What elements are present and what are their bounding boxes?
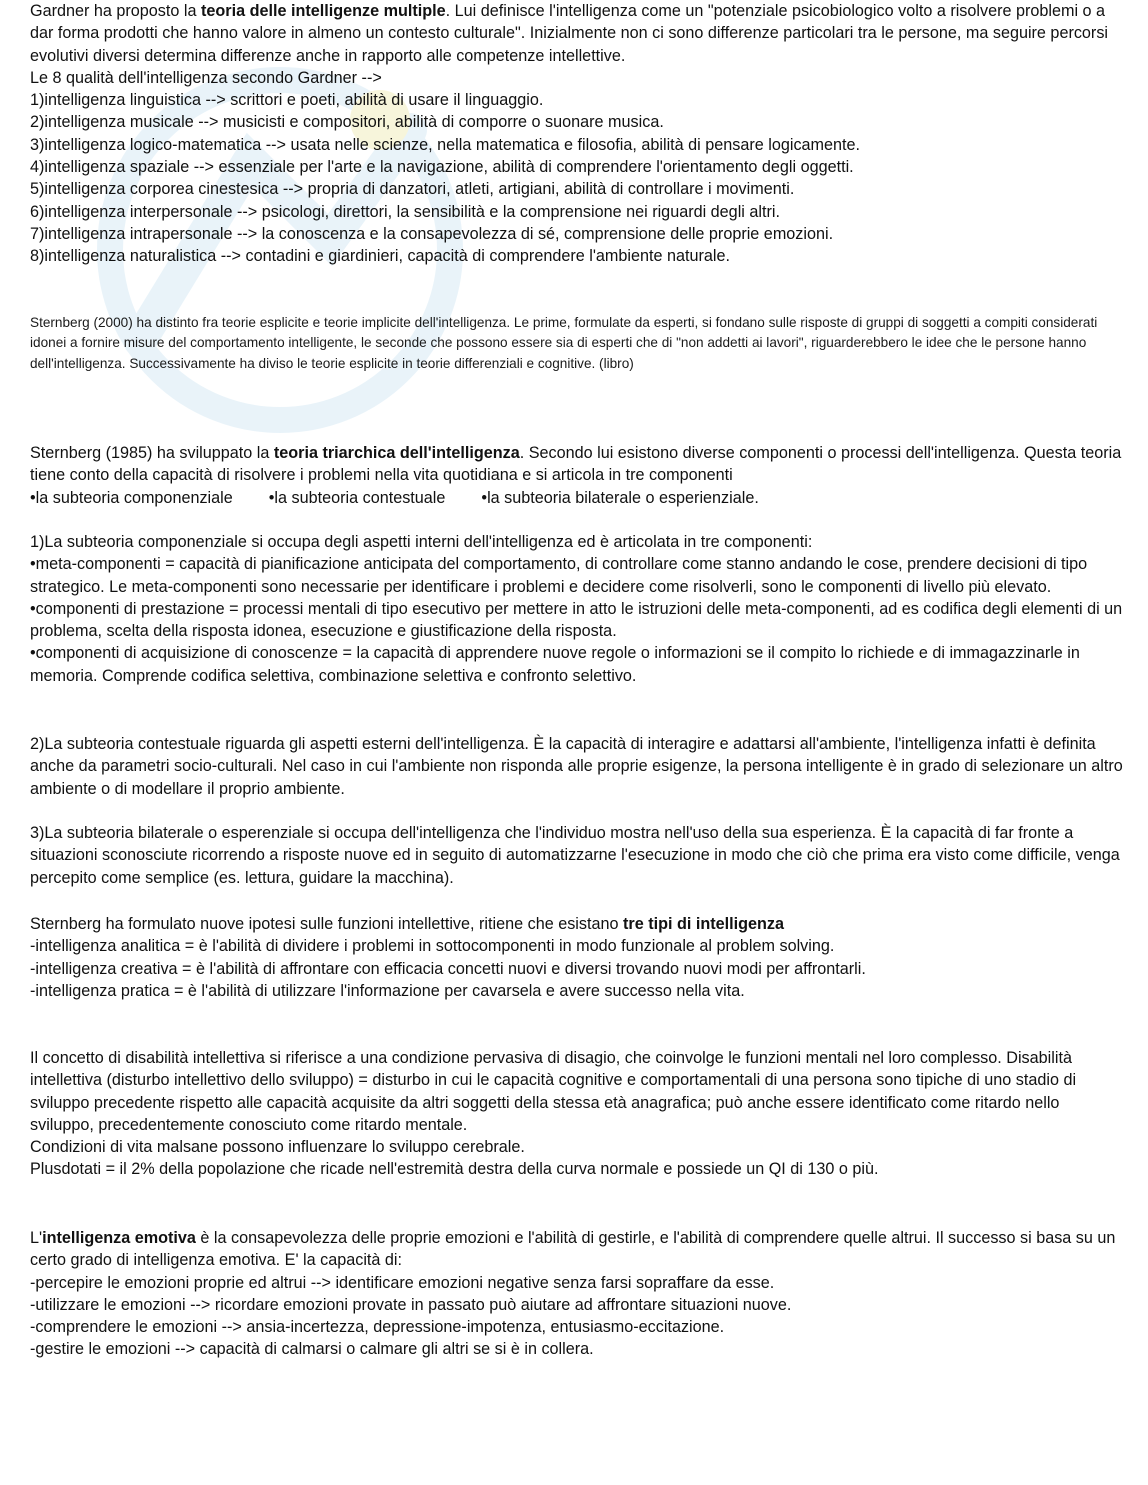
gifted-definition: Plusdotati = il 2% della popolazione che ricade nell'estremità destra della curva normale e possiede un QI di 130 o più. <box>30 1160 879 1179</box>
triarchic-intro: Sternberg (1985) ha sviluppato la teoria triarchica dell'intelligenza. Secondo lui esistono diverse componenti o processi dell'intelligenza. Questa teoria tiene conto della capacità di risolvere i problemi nella vita quotidiana e si articola in tre componenti <box>30 444 1122 485</box>
subtheory-3: 3)La subteoria bilaterale o esperenziale si occupa dell'intelligenza che l'individuo mostra nell'uso della sua esperienza. È la capacità di far fronte a situazioni sconosciute ricorrendo a risposte nuove ed in seguito di automatizzarne l'esecuzione in modo che ciò che prima era visto come difficile, venga percepito come semplice (es. lettura, guidare la macchina). <box>30 824 1120 887</box>
bullet-contestuale: •la subteoria contestuale <box>268 488 446 507</box>
gardner-item: 6)intelligenza interpersonale --> psicologi, direttori, la sensibilità e la comprensione nei riguardi degli altri. <box>30 202 780 221</box>
bullet-componenziale: •la subteoria componenziale <box>30 488 233 507</box>
emotional-item: -gestire le emozioni --> capacità di calmarsi o calmare gli altri se si è in collera. <box>30 1340 594 1359</box>
gardner-item: 4)intelligenza spaziale --> essenziale per l'arte e la navigazione, abilità di comprendere l'orientamento degli oggetti. <box>30 158 854 177</box>
emotional-item: -percepire le emozioni proprie ed altrui --> identificare emozioni negative senza farsi sopraffare da esse. <box>30 1273 775 1292</box>
gardner-intro: Gardner ha proposto la teoria delle intelligenze multiple. Lui definisce l'intelligenza come un "potenziale psicobiologico volto a risolvere problemi o a dar forma prodotti che hanno valore in almeno un contesto culturale". Inizialmente non ci sono differenze particolari tra le persone, ma seguire percorsi evolutivi diversi determina differenze anche in rapporto alle competenze intellettive. <box>30 2 1109 65</box>
emotional-intelligence-section <box>30 1227 1126 1361</box>
meta-components: •meta-componenti = capacità di pianificazione anticipata del comportamento, di controllare come stanno andando le cose, prendere decisioni di tipo strategico. Le meta-componenti sono necessarie per identificare i problemi e decidere come risolverli, sono le componenti di livello più elevato. <box>30 555 1088 596</box>
subtheory-1-title: 1)La subteoria componenziale si occupa degli aspetti interni dell'intelligenza ed è articolata in tre componenti: <box>30 533 813 551</box>
intelligence-type: -intelligenza pratica = è l'abilità di utilizzare l'informazione per cavarsela e avere successo nella vita. <box>30 981 745 1000</box>
gardner-item: 2)intelligenza musicale --> musicisti e compositori, abilità di comporre o suonare musica. <box>30 113 664 132</box>
three-types-section <box>30 913 1126 1002</box>
three-types-intro: Sternberg ha formulato nuove ipotesi sulle funzioni intellettive, ritiene che esistano tre tipi di intelligenza <box>30 915 784 933</box>
gardner-item: 8)intelligenza naturalistica --> contadini e giardinieri, capacità di comprendere l'ambiente naturale. <box>30 247 730 266</box>
gardner-item: 7)intelligenza intrapersonale --> la conoscenza e la consapevolezza di sé, comprensione delle proprie emozioni. <box>30 224 834 243</box>
gardner-list-title: Le 8 qualità dell'intelligenza secondo Gardner --> <box>30 68 382 87</box>
emotional-item: -utilizzare le emozioni --> ricordare emozioni provate in passato può aiutare ad affrontare situazioni nuove. <box>30 1295 792 1314</box>
disability-conditions: Condizioni di vita malsane possono influenzare lo sviluppo cerebrale. <box>30 1138 525 1157</box>
gardner-section <box>30 0 1126 268</box>
gardner-item: 5)intelligenza corporea cinestesica --> propria di danzatori, atleti, artigiani, abilità di controllare i movimenti. <box>30 180 795 199</box>
disability-section <box>30 1047 1126 1181</box>
bullet-esperienziale: •la subteoria bilaterale o esperienziale. <box>481 488 759 507</box>
intelligence-type: -intelligenza creativa = è l'abilità di affrontare con efficacia concetti nuovi e diversi trovando nuovi modi per affrontarli. <box>30 959 866 978</box>
gardner-item: 3)intelligenza logico-matematica --> usata nelle scienze, nella matematica e filosofia, abilità di pensare logicamente. <box>30 135 861 154</box>
triarchic-bullets <box>30 487 1126 509</box>
subtheory-2: 2)La subteoria contestuale riguarda gli aspetti esterni dell'intelligenza. È la capacità di interagire e adattarsi all'ambiente, l'intelligenza infatti è definita anche da parametri socio-culturali. Nel caso in cui l'ambiente non risponda alle proprie esigenze, la persona intelligente è in grado di selezionare un altro ambiente o di modellare il proprio ambiente. <box>30 735 1123 798</box>
acquisition-components: •componenti di acquisizione di conoscenze = la capacità di apprendere nuove regole o informazioni se il compito lo richiede e di immagazzinarle in memoria. Comprende codifica selettiva, combinazione selettiva e confronto selettivo. <box>30 644 1080 685</box>
emotional-item: -comprendere le emozioni --> ansia-incertezza, depressione-impotenza, entusiasmo-eccitazione. <box>30 1318 725 1337</box>
gardner-item: 1)intelligenza linguistica --> scrittori e poeti, abilità di usare il linguaggio. <box>30 91 544 110</box>
emotional-intro: L'intelligenza emotiva è la consapevolezza delle proprie emozioni e l'abilità di gestirle, e l'abilità di comprendere quelle altrui. Il successo si basa su un certo grado di intelligenza emotiva. E' la capacità di: <box>30 1229 1116 1270</box>
sternberg-2000-paragraph: Sternberg (2000) ha distinto fra teorie esplicite e teorie implicite dell'intelligenza. Le prime, formulate da esperti, si fondano sulle risposte di gruppi di soggetti a compiti considerati idonei a fornire misure del comportamento intelligente, le seconde che possono essere sia di esperti che di "non addetti ai lavori", riguarderebbero le idee che le persone hanno dell'intelligenza. Successivamente ha diviso le teorie esplicite in teorie differenziali e cognitive. (libro) <box>30 315 1098 371</box>
subtheory-1 <box>30 531 1126 687</box>
intelligence-type: -intelligenza analitica = è l'abilità di dividere i problemi in sottocomponenti in modo funzionale al problem solving. <box>30 937 835 956</box>
triarchic-section <box>30 442 1126 509</box>
performance-components: •componenti di prestazione = processi mentali di tipo esecutivo per mettere in atto le istruzioni delle meta-componenti, ad es codifica degli elementi di un problema, scelta della risposta idonea, esecuzione e giustificazione della risposta. <box>30 599 1123 641</box>
disability-text: Il concetto di disabilità intellettiva si riferisce a una condizione pervasiva di disagio, che coinvolge le funzioni mentali nel loro complesso. Disabilità intellettiva (disturbo intellettivo dello sviluppo) = disturbo in cui le capacità cognitive e comportamentali di una persona sono tipiche di uno stadio di sviluppo precedente rispetto alle capacità acquisite da altri soggetti della stessa età anagrafica; può anche essere identificato come ritardo nello sviluppo, precedentemente conosciuto come ritardo mentale. <box>30 1049 1077 1134</box>
